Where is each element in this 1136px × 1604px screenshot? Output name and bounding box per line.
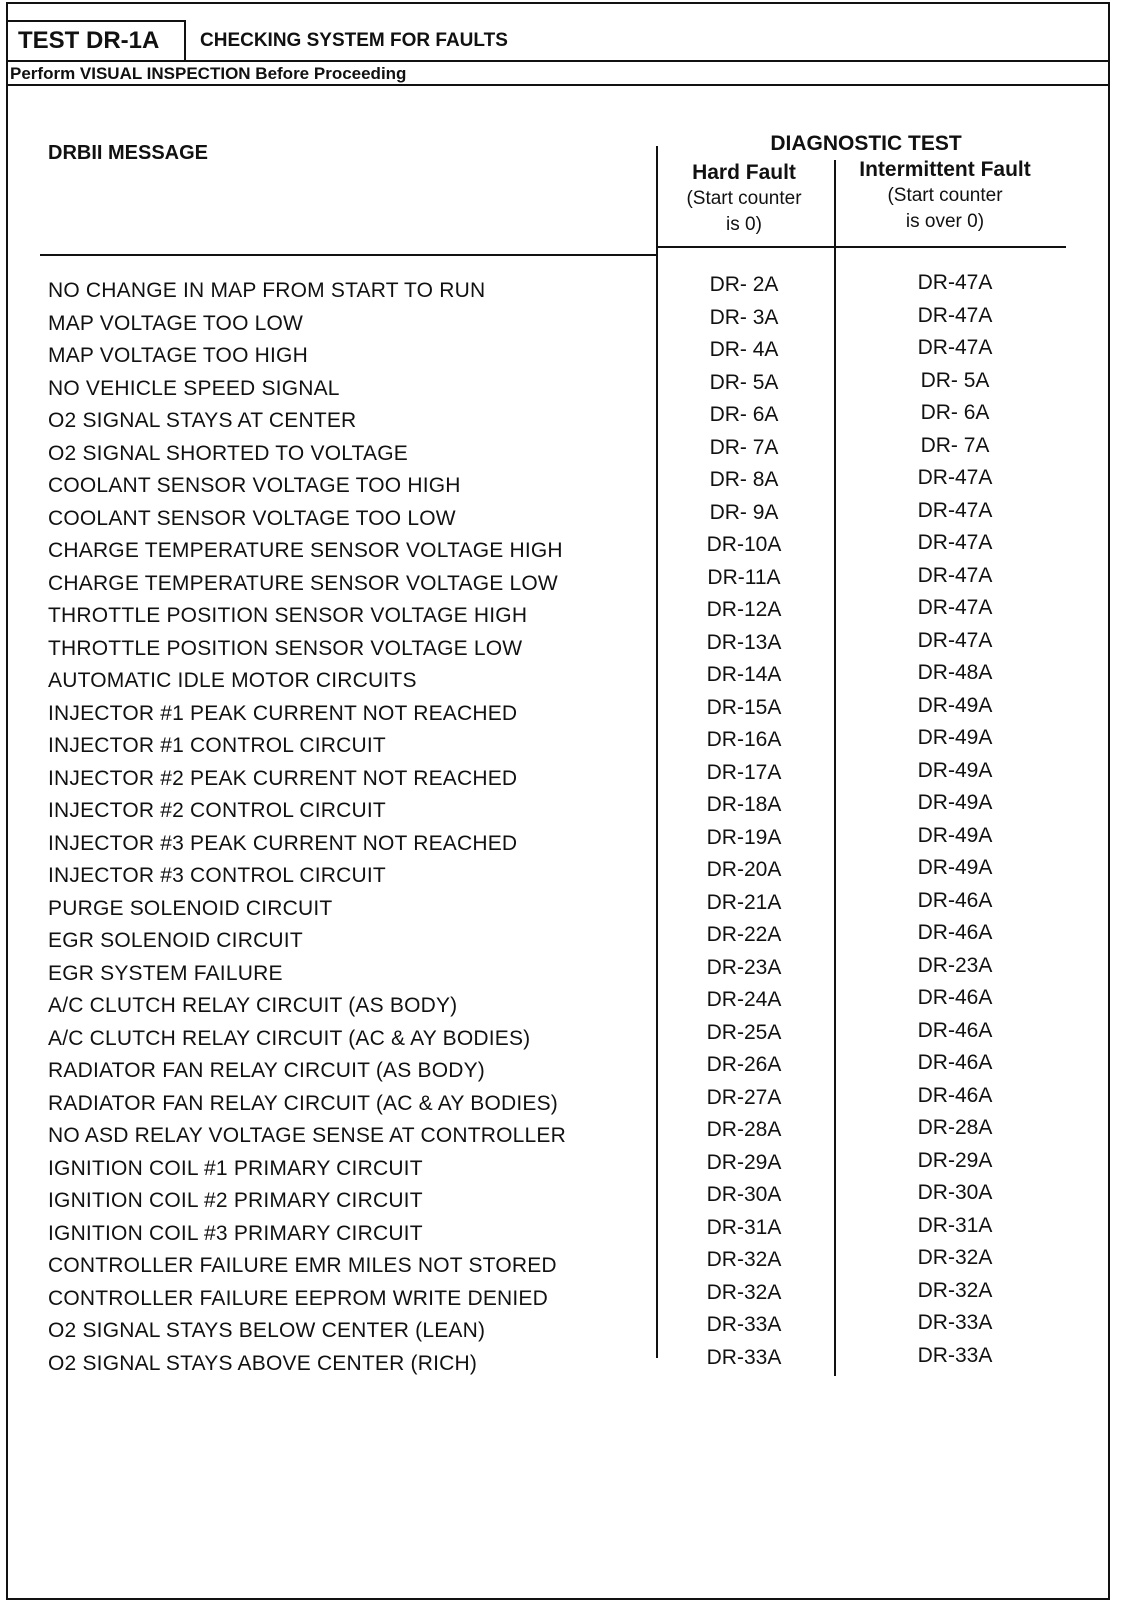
row-message: INJECTOR #2 PEAK CURRENT NOT REACHED: [48, 766, 518, 790]
row-hard-fault-test: DR-20A: [706, 858, 782, 881]
table-row: [0, 1118, 1136, 1151]
row-message: A/C CLUTCH RELAY CIRCUIT (AC & AY BODIES): [48, 1026, 531, 1050]
column-header-hard-fault: [664, 160, 824, 238]
row-intermittent-fault-test: DR-49A: [917, 758, 993, 782]
table-row: [0, 1148, 1136, 1184]
row-message: MAP VOLTAGE TOO HIGH: [48, 344, 308, 367]
table-header-rule-right: [656, 246, 1066, 248]
row-intermittent-fault-test: DR-33A: [917, 1311, 993, 1334]
row-message: INJECTOR #3 CONTROL CIRCUIT: [48, 864, 386, 887]
row-message: O2 SIGNAL STAYS ABOVE CENTER (RICH): [48, 1351, 478, 1375]
row-hard-fault-test: DR-13A: [706, 630, 782, 654]
row-message: INJECTOR #3 PEAK CURRENT NOT REACHED: [48, 831, 518, 855]
table-row: [0, 728, 1136, 761]
row-intermittent-fault-test: DR- 7A: [920, 433, 990, 457]
row-hard-fault-test: DR- 2A: [709, 273, 779, 296]
table-row: [0, 403, 1136, 436]
row-message: NO VEHICLE SPEED SIGNAL: [48, 376, 340, 400]
row-message: NO CHANGE IN MAP FROM START TO RUN: [48, 279, 486, 302]
table-row: [0, 858, 1136, 891]
row-intermittent-fault-test: DR-49A: [917, 823, 993, 847]
row-hard-fault-test: DR- 4A: [709, 338, 779, 361]
row-intermittent-fault-test: DR-46A: [917, 1083, 993, 1107]
row-hard-fault-test: DR- 8A: [709, 468, 779, 491]
subtitle: Perform VISUAL INSPECTION Before Proceeding: [10, 64, 407, 83]
table-row: [0, 598, 1136, 631]
hard-fault-note-2: is 0): [726, 214, 762, 235]
table-row: [0, 533, 1136, 566]
row-intermittent-fault-test: DR-47A: [917, 466, 993, 489]
table-row: [0, 1018, 1136, 1054]
table-row: [0, 663, 1136, 696]
row-hard-fault-test: DR-33A: [706, 1345, 782, 1369]
row-hard-fault-test: DR-24A: [706, 988, 782, 1011]
row-hard-fault-test: DR- 5A: [709, 370, 779, 394]
row-message: AUTOMATIC IDLE MOTOR CIRCUITS: [48, 669, 417, 692]
row-intermittent-fault-test: DR-49A: [917, 693, 993, 717]
row-intermittent-fault-test: DR-47A: [917, 498, 993, 522]
row-intermittent-fault-test: DR-49A: [917, 726, 993, 749]
row-hard-fault-test: DR-12A: [706, 598, 782, 621]
table-row: [0, 1313, 1136, 1346]
row-hard-fault-test: DR-17A: [706, 760, 782, 784]
row-intermittent-fault-test: DR-46A: [917, 1018, 993, 1042]
table-row: [0, 923, 1136, 956]
table-row: [0, 1248, 1136, 1281]
row-intermittent-fault-test: DR-47A: [917, 628, 993, 652]
row-message: COOLANT SENSOR VOLTAGE TOO LOW: [48, 506, 456, 530]
row-message: O2 SIGNAL STAYS AT CENTER: [48, 409, 357, 432]
table-row: [0, 563, 1136, 599]
row-message: PURGE SOLENOID CIRCUIT: [48, 896, 333, 920]
row-message: CHARGE TEMPERATURE SENSOR VOLTAGE HIGH: [48, 539, 563, 562]
row-hard-fault-test: DR-15A: [706, 695, 782, 719]
row-hard-fault-test: DR-27A: [706, 1085, 782, 1109]
table-row: [0, 433, 1136, 469]
table-row: [0, 1053, 1136, 1086]
row-message: INJECTOR #1 PEAK CURRENT NOT REACHED: [48, 701, 518, 725]
row-message: O2 SIGNAL SHORTED TO VOLTAGE: [48, 441, 408, 465]
row-intermittent-fault-test: DR-46A: [917, 921, 993, 944]
row-intermittent-fault-test: DR-49A: [917, 791, 993, 814]
table-row: [0, 823, 1136, 859]
table-row: [0, 1183, 1136, 1216]
table-row: [0, 273, 1136, 306]
row-message: A/C CLUTCH RELAY CIRCUIT (AS BODY): [48, 994, 458, 1017]
row-intermittent-fault-test: DR-32A: [917, 1278, 993, 1302]
row-hard-fault-test: DR-25A: [706, 1020, 782, 1044]
row-message: EGR SOLENOID CIRCUIT: [48, 929, 303, 952]
table-row: [0, 758, 1136, 794]
intermittent-fault-title: Intermittent Fault: [859, 158, 1031, 181]
table-row: [0, 693, 1136, 729]
table-row: [0, 888, 1136, 924]
row-intermittent-fault-test: DR-29A: [917, 1148, 993, 1172]
row-hard-fault-test: DR-19A: [706, 825, 782, 849]
test-header: [6, 20, 1110, 62]
table-row: [0, 498, 1136, 534]
row-intermittent-fault-test: DR-46A: [917, 986, 993, 1009]
row-intermittent-fault-test: DR-47A: [917, 531, 993, 554]
row-message: THROTTLE POSITION SENSOR VOLTAGE HIGH: [48, 604, 528, 627]
row-hard-fault-test: DR-21A: [706, 890, 782, 914]
test-id-box: TEST DR-1A: [6, 20, 186, 62]
row-hard-fault-test: DR-29A: [706, 1150, 782, 1174]
table-row: [0, 338, 1136, 371]
row-hard-fault-test: DR-32A: [706, 1248, 782, 1271]
row-intermittent-fault-test: DR-46A: [917, 1051, 993, 1074]
row-intermittent-fault-test: DR-46A: [917, 888, 993, 912]
fault-table-body: [0, 273, 1136, 1378]
intermittent-fault-note-2: is over 0): [905, 211, 985, 232]
column-header-message: DRBII MESSAGE: [48, 142, 209, 164]
hard-fault-title: Hard Fault: [692, 161, 796, 184]
row-hard-fault-test: DR- 9A: [709, 500, 779, 524]
row-hard-fault-test: DR-33A: [706, 1313, 782, 1336]
column-header-intermittent-fault: [840, 157, 1050, 235]
row-intermittent-fault-test: DR-47A: [917, 271, 993, 294]
row-hard-fault-test: DR-18A: [706, 793, 782, 816]
row-intermittent-fault-test: DR- 5A: [920, 368, 990, 392]
table-row: [0, 303, 1136, 339]
row-intermittent-fault-test: DR-47A: [917, 336, 993, 359]
subtitle-divider: [6, 84, 1110, 86]
row-intermittent-fault-test: DR-47A: [917, 563, 993, 587]
table-row: [0, 1278, 1136, 1314]
table-row: [0, 368, 1136, 404]
table-row: [0, 468, 1136, 501]
row-hard-fault-test: DR- 6A: [709, 403, 779, 426]
row-message: CHARGE TEMPERATURE SENSOR VOLTAGE LOW: [48, 571, 558, 595]
row-hard-fault-test: DR-10A: [706, 533, 782, 556]
row-hard-fault-test: DR-32A: [706, 1280, 782, 1304]
row-intermittent-fault-test: DR-30A: [917, 1181, 993, 1204]
table-header-rule-left: [40, 254, 658, 256]
row-hard-fault-test: DR-23A: [706, 955, 782, 979]
row-message: CONTROLLER FAILURE EMR MILES NOT STORED: [48, 1254, 557, 1277]
row-hard-fault-test: DR-16A: [706, 728, 782, 751]
table-row: [0, 1343, 1136, 1379]
row-message: EGR SYSTEM FAILURE: [48, 961, 283, 985]
row-intermittent-fault-test: DR-23A: [917, 953, 993, 977]
column-header-diagnostic: DIAGNOSTIC TEST: [770, 132, 962, 155]
table-row: [0, 628, 1136, 664]
row-message: MAP VOLTAGE TOO LOW: [48, 311, 304, 335]
row-message: O2 SIGNAL STAYS BELOW CENTER (LEAN): [48, 1319, 486, 1342]
row-message: COOLANT SENSOR VOLTAGE TOO HIGH: [48, 474, 461, 497]
row-hard-fault-test: DR- 7A: [709, 435, 779, 459]
row-hard-fault-test: DR-28A: [706, 1118, 782, 1141]
row-intermittent-fault-test: DR-49A: [917, 856, 993, 879]
hard-fault-note-1: (Start counter: [686, 188, 802, 209]
row-hard-fault-test: DR-11A: [707, 565, 781, 589]
row-message: RADIATOR FAN RELAY CIRCUIT (AS BODY): [48, 1059, 486, 1082]
row-hard-fault-test: DR-31A: [706, 1215, 782, 1239]
row-intermittent-fault-test: DR-28A: [917, 1116, 993, 1139]
row-intermittent-fault-test: DR-48A: [917, 661, 993, 684]
row-message: INJECTOR #1 CONTROL CIRCUIT: [48, 734, 386, 757]
row-intermittent-fault-test: DR-33A: [917, 1343, 993, 1367]
row-message: RADIATOR FAN RELAY CIRCUIT (AC & AY BODIES): [48, 1091, 558, 1115]
row-message: IGNITION COIL #2 PRIMARY CIRCUIT: [48, 1189, 423, 1212]
row-intermittent-fault-test: DR-32A: [917, 1246, 993, 1269]
table-row: [0, 988, 1136, 1021]
row-message: IGNITION COIL #3 PRIMARY CIRCUIT: [48, 1221, 423, 1245]
row-message: INJECTOR #2 CONTROL CIRCUIT: [48, 799, 386, 822]
row-hard-fault-test: DR-30A: [706, 1183, 782, 1206]
row-intermittent-fault-test: DR-47A: [917, 596, 993, 619]
row-message: IGNITION COIL #1 PRIMARY CIRCUIT: [48, 1156, 423, 1180]
row-intermittent-fault-test: DR-47A: [917, 303, 993, 327]
row-hard-fault-test: DR-26A: [706, 1053, 782, 1076]
row-hard-fault-test: DR-14A: [706, 663, 782, 686]
intermittent-fault-note-1: (Start counter: [887, 185, 1003, 206]
row-message: CONTROLLER FAILURE EEPROM WRITE DENIED: [48, 1286, 549, 1310]
table-row: [0, 1213, 1136, 1249]
row-hard-fault-test: DR-22A: [706, 923, 782, 946]
table-row: [0, 953, 1136, 989]
row-intermittent-fault-test: DR-31A: [917, 1213, 993, 1237]
row-hard-fault-test: DR- 3A: [709, 305, 779, 329]
table-row: [0, 1083, 1136, 1119]
table-row: [0, 793, 1136, 826]
row-message: NO ASD RELAY VOLTAGE SENSE AT CONTROLLER: [48, 1124, 566, 1147]
row-intermittent-fault-test: DR- 6A: [920, 401, 990, 424]
test-title: CHECKING SYSTEM FOR FAULTS: [200, 30, 508, 51]
row-message: THROTTLE POSITION SENSOR VOLTAGE LOW: [48, 636, 523, 660]
